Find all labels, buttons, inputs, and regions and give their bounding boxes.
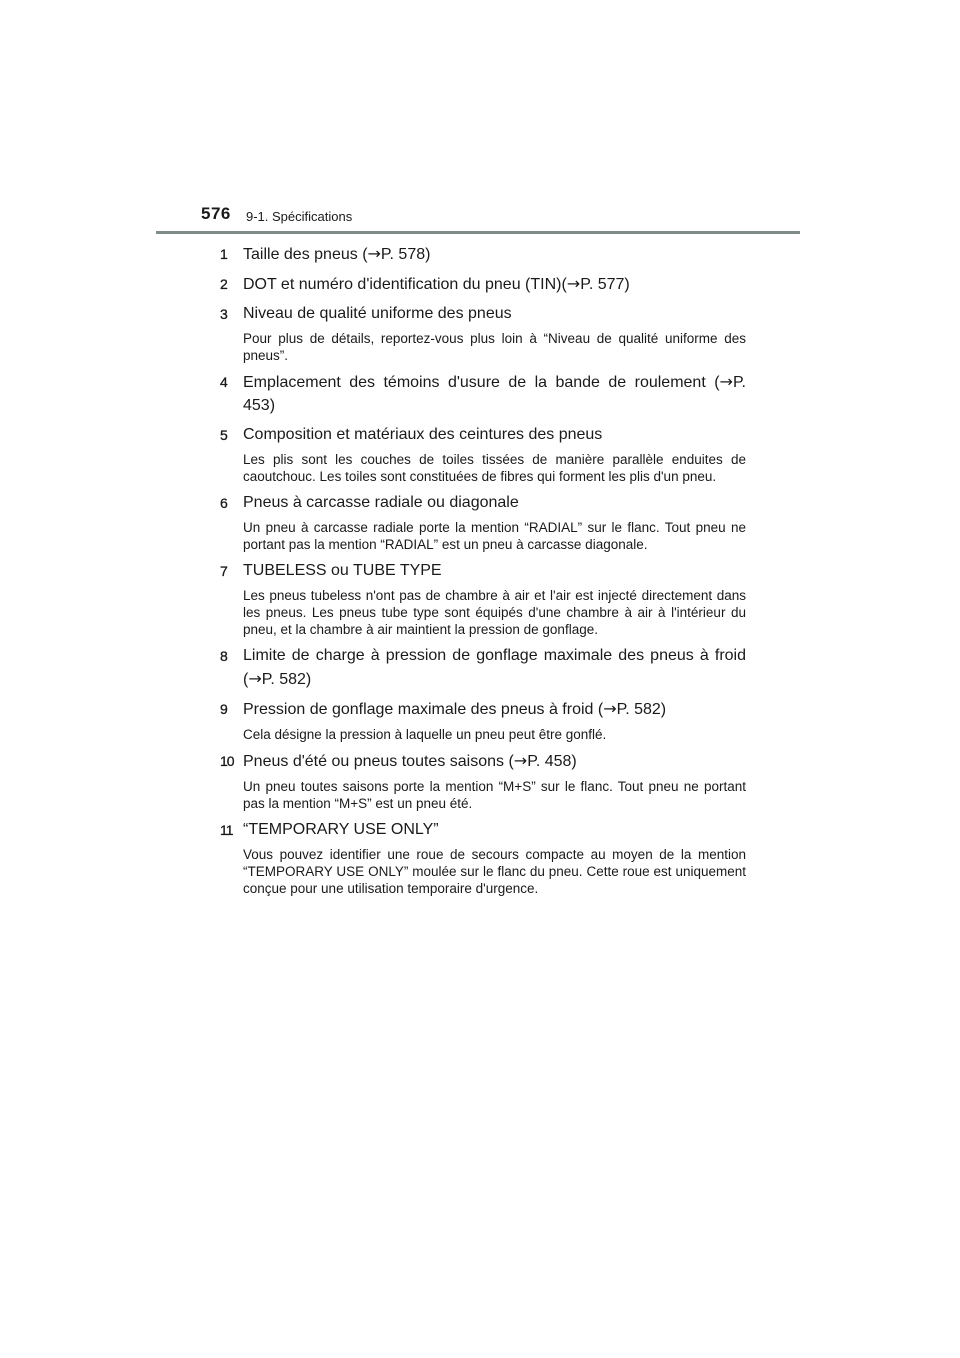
item-heading-text: Limite de charge à pression de gonflage maximale des pneus à froid ( [243,647,746,688]
arrow-right-icon: → [719,372,733,391]
page-reference-link: P. 578) [380,246,431,263]
item-description: Les pneus tubeless n'ont pas de chambre à air et l'air est injecté directement dans les pneus. Les pneus tube type sont équipés d'une chambre à air à l'intérieur du pneu, et la chambre à air maintient la pression de gonflage. [243,588,746,637]
list-item [220,644,746,691]
page-reference-link: P. 453) [243,374,746,414]
list-item [220,749,746,812]
item-heading-row [220,559,746,582]
item-heading-text: Pression de gonflage maximale des pneus à froid ( [243,701,604,718]
item-number-badge: 2 [220,276,227,292]
item-heading-row [220,370,746,417]
section-title: 9-1. Spécifications [246,209,353,224]
item-heading [243,559,746,582]
item-heading-text: “TEMPORARY USE ONLY” [243,821,439,838]
item-heading-row [220,491,746,514]
page-number: 576 [201,204,231,223]
item-heading-row [220,697,746,721]
arrow-right-icon: → [248,669,262,688]
item-number-badge: 8 [220,648,227,664]
item-number-badge: 6 [220,495,227,511]
item-description: Un pneu toutes saisons porte la mention “M+S” sur le flanc. Tout pneu ne portant pas la mention “M+S” est un pneu été. [243,779,746,811]
item-heading-text: Composition et matériaux des ceintures des pneus [243,426,603,443]
item-heading [243,370,746,417]
arrow-right-icon: → [367,244,381,263]
list-item [220,272,746,296]
list-item [220,697,746,743]
item-number-badge: 1 [220,246,227,262]
item-heading [243,491,746,514]
page-reference-link: P. 577) [580,276,630,293]
list-item [220,559,746,638]
item-heading-row [220,644,746,691]
list-item [220,818,746,897]
item-heading [243,242,746,266]
item-heading [243,697,746,721]
item-description: Un pneu à carcasse radiale porte la mention “RADIAL” sur le flanc. Tout pneu ne portant pas la mention “RADIAL” est un pneu à carcasse diagonale. [243,520,746,552]
item-heading-text: Taille des pneus ( [243,246,368,263]
list-item [220,491,746,553]
arrow-right-icon: → [566,274,581,293]
item-heading-text: TUBELESS ou TUBE TYPE [243,562,442,579]
item-heading [243,423,746,446]
item-heading-text: Pneus d'été ou pneus toutes saisons ( [243,753,514,770]
item-heading-text: Pneus à carcasse radiale ou diagonale [243,494,519,511]
item-heading-row [220,302,746,325]
header-rule [156,231,800,234]
item-heading [243,818,746,841]
item-number-badge: 3 [220,306,227,322]
arrow-right-icon: → [513,751,528,770]
item-heading [243,644,746,691]
item-heading [243,749,746,773]
item-heading [243,272,746,296]
item-heading-row [220,818,746,841]
item-heading-text: Niveau de qualité uniforme des pneus [243,305,512,322]
item-heading-row [220,423,746,446]
item-number-badge: 4 [220,374,227,390]
item-number-badge: 10 [220,753,234,769]
item-heading [243,302,746,325]
item-description: Pour plus de détails, reportez-vous plus loin à “Niveau de qualité uniforme des pneus”. [243,331,746,363]
item-description: Vous pouvez identifier une roue de secours compacte au moyen de la mention “TEMPORARY USE ONLY” moulée sur le flanc du pneu. Cette roue est uniquement conçue pour une utilisation temporaire d'urgence. [243,847,746,896]
item-heading-text: Emplacement des témoins d'usure de la bande de roulement ( [243,374,720,391]
list-item [220,370,746,417]
page-reference-link: P. 582) [616,701,667,718]
item-heading-row [220,749,746,773]
item-heading-text: DOT et numéro d'identification du pneu (TIN)( [243,276,567,293]
list-item [220,242,746,266]
page-reference-link: P. 582) [261,671,312,688]
arrow-right-icon: → [603,699,617,718]
list-item [220,423,746,485]
item-description: Les plis sont les couches de toiles tissées de manière parallèle enduites de caoutchouc. Les toiles sont constituées de fibres qui forment les plis d'un pneu. [243,452,746,484]
item-list [220,242,746,903]
item-description: Cela désigne la pression à laquelle un pneu peut être gonflé. [243,727,607,742]
item-number-badge: 7 [220,563,227,579]
item-heading-row [220,242,746,266]
page-header [201,204,801,234]
item-heading-row [220,272,746,296]
item-number-badge: 11 [220,822,233,838]
list-item [220,302,746,364]
page-reference-link: P. 458) [527,753,577,770]
item-number-badge: 9 [220,701,227,717]
item-number-badge: 5 [220,427,227,443]
